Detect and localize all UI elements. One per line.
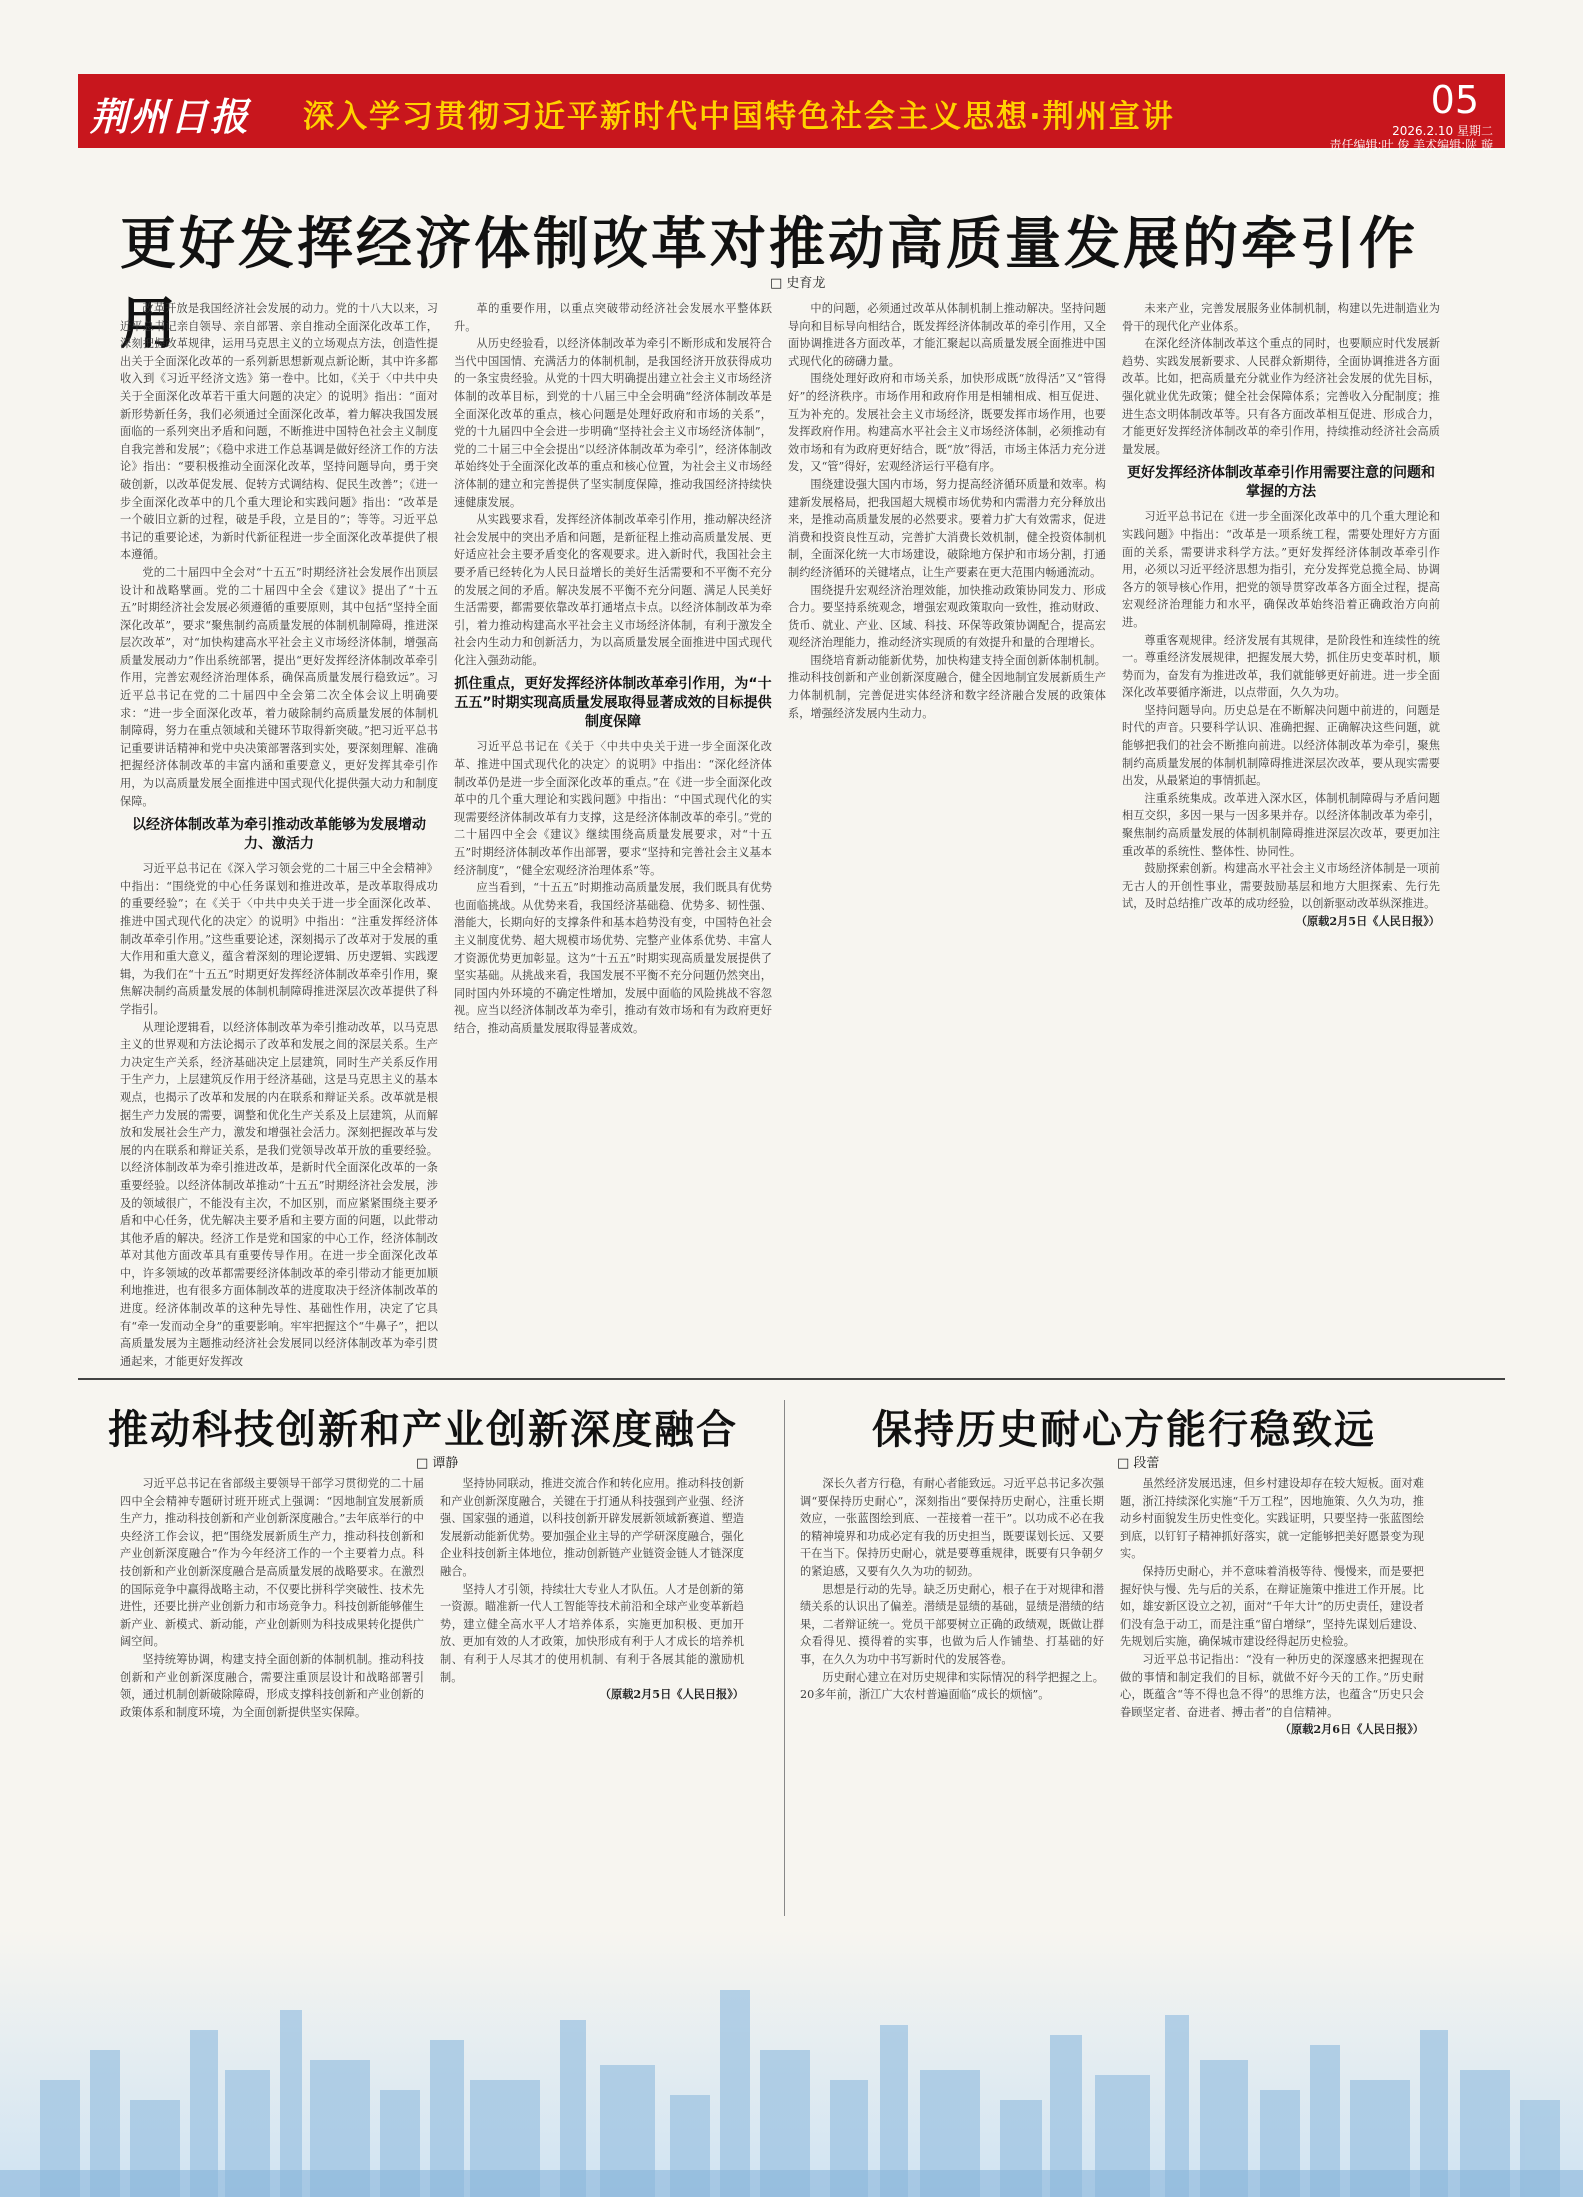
left-headline: 推动科技创新和产业创新深度融合 [108,1406,738,1453]
paragraph: 围绕处理好政府和市场关系，加快形成既“放得活”又“管得好”的经济秩序。市场作用和政府作用是相辅相成、相互促进、互为补充的。发展社会主义市场经济，既要发挥市场作用，也要发挥政府作用。构建高水平社会主义市场经济体制，必须推动有效市场和有为政府更好结合，既“放”得活，市场主体活力充分迸发，又“管”得好，宏观经济运行平稳有序。 [788,372,1106,474]
paragraph: 习近平总书记指出：“没有一种历史的深邃感来把握现在做的事情和制定我们的目标，就做不好今天的工作。”历史耐心，既蕴含“等不得也急不得”的思维方法，也蕴含“历史只会眷顾坚定者、奋进者、搏击者”的自信精神。 [1120,1652,1424,1719]
section-title-main: 深入学习贯彻习近平新时代中国特色社会主义思想 [303,99,1029,135]
main-column-3 [788,300,1106,1360]
paragraph: 保持历史耐心，并不意味着消极等待、慢慢来，而是要把握好快与慢、先与后的关系，在辩证施策中推进工作开展。比如，雄安新区设立之初，面对“千年大计”的历史责任，建设者们没有急于动工，而是注重“留白增绿”，坚持先谋划后建设、先规划后实施，确保城市建设经得起历史检验。 [1120,1564,1424,1649]
masthead [78,74,1505,152]
paragraph: 尊重客观规律。经济发展有其规律，是阶段性和连续性的统一。尊重经济发展规律，把握发展大势，抓住历史变革时机，顺势而为，奋发有为推进改革，我们就能够更好前进。进一步全面深化改革要循序渐进，以点带面，久久为功。 [1122,633,1440,700]
right-author: □ 段蕾 [1117,1452,1159,1471]
city-skyline-illustration [0,1930,1583,2197]
paragraph: 围绕提升宏观经济治理效能，加快推动政策协同发力、形成合力。要坚持系统观念，增强宏观政策取向一致性，推动财政、货币、就业、产业、区域、科技、环保等政策协调配合，提高宏观经济治理能力，推动经济实现质的有效提升和量的合理增长。 [788,583,1106,650]
paragraph: 坚持问题导向。历史总是在不断解决问题中前进的，问题是时代的声音。只要科学认识、准确把握、正确解决这些问题，就能够把我们的社会不断推向前进。以经济体制改革为牵引，聚焦制约高质量发展的体制机制障碍推进深层次改革，要从现实需要出发，从最紧迫的事情抓起。 [1122,703,1440,788]
main-column-2 [454,300,772,1360]
paragraph: 围绕建设强大国内市场，努力提高经济循环质量和效率。构建新发展格局，把我国超大规模市场优势和内需潜力充分释放出来，是推动高质量发展的必然要求。要着力扩大有效需求，促进消费和投资良性互动，完善扩大消费长效机制，健全投资体制机制，全面深化统一大市场建设，破除地方保护和市场分割，打通制约经济循环的关键堵点，让生产要素在更大范围内畅通流动。 [788,477,1106,579]
paragraph: 深长久者方行稳，有耐心者能致远。习近平总书记多次强调“要保持历史耐心”，深刻指出“要保持历史耐心，注重长期效应，一张蓝图绘到底、一茬接着一茬干”。以功成不必在我的精神境界和功成必定有我的历史担当，既要谋划长远、又要干在当下。保持历史耐心，就是要尊重规律，既要有只争朝夕的紧迫感，又要有久久为功的韧劲。 [800,1477,1104,1578]
paragraph: 围绕培育新动能新优势，加快构建支持全面创新体制机制。推动科技创新和产业创新深度融合，健全因地制宜发展新质生产力体制机制，完善促进实体经济和数字经济融合发展的政策体系，增强经济发展内生动力。 [788,653,1106,720]
paragraph: 虽然经济发展迅速，但乡村建设却存在较大短板。面对难题，浙江持续深化实施“千万工程”，因地施策、久久为功，推动乡村面貌发生历史性变化。实践证明，只要坚持一张蓝图绘到底，以钉钉子精神抓好落实，就一定能够把美好愿景变为现实。 [1120,1477,1424,1561]
section-title-sub: ·荆州宣讲 [1029,99,1175,135]
section-subhead: 更好发挥经济体制改革牵引作用需要注意的问题和掌握的方法 [1127,465,1435,501]
right-column-1 [800,1475,1104,1925]
paragraph: 坚持统筹协调，构建支持全面创新的体制机制。推动科技创新和产业创新深度融合，需要注重顶层设计和战略部署引领，通过机制创新破除障碍，形成支撑科技创新和产业创新的政策体系和制度环境，为全面创新提供坚实保障。 [120,1652,424,1719]
paragraph: 习近平总书记在省部级主要领导干部学习贯彻党的二十届四中全会精神专题研讨班开班式上强调：“因地制宜发展新质生产力，推动科技创新和产业创新深度融合。”去年底举行的中央经济工作会议，把“围绕发展新质生产力，推动科技创新和产业创新深度融合”作为今年经济工作的一个主要着力点。科技创新和产业创新深度融合是高质量发展的战略要求。在激烈的国际竞争中赢得战略主动，不仅要比拼科学突破性、技术先进性，还要比拼产业创新力和市场竞争力。科技创新能够催生新产业、新模式、新动能，产业创新则为科技成果转化提供广阔空间。 [120,1477,424,1649]
main-author: □ 史育龙 [770,272,825,291]
main-column-4 [1122,300,1440,1360]
page-number: 05 [1430,78,1479,122]
left-column-1 [120,1475,424,1925]
source-note: （原载2月5日《人民日报》） [599,1687,744,1702]
paragraph: 从历史经验看，以经济体制改革为牵引不断形成和发展符合当代中国国情、充满活力的体制机制，是我国经济开放获得成功的一条宝贵经验。从党的十四大明确提出建立社会主义市场经济体制的改革目标，到党的十八届三中全会明确“经济体制改革是全面深化改革的重点，核心问题是处理好政府和市场的关系”，党的十九届四中全会进一步明确“坚持社会主义市场经济体制”，党的二十届三中全会提出“以经济体制改革为牵引”，经济体制改革始终处于全面深化改革的重点和核心位置，为社会主义市场经济体制的建立和完善提供了坚实制度保障，推动我国经济持续快速健康发展。 [454,337,772,509]
paragraph: 革的重要作用，以重点突破带动经济社会发展水平整体跃升。 [454,302,772,333]
paragraph: 注重系统集成。改革进入深水区，体制机制障碍与矛盾问题相互交织，多因一果与一因多果并存。以经济体制改革为牵引，聚焦制约高质量发展的体制机制障碍推进深层次改革，要更加注重改革的系统性、整体性、协同性。 [1122,791,1440,858]
source-note: （原载2月6日《人民日报》） [1279,1722,1424,1737]
right-column-2 [1120,1475,1424,1925]
paragraph: 从理论逻辑看，以经济体制改革为牵引推动改革，以马克思主义的世界观和方法论揭示了改革和发展之间的深层关系。生产力决定生产关系，经济基础决定上层建筑，同时生产关系反作用于生产力，上层建筑反作用于经济基础，这是马克思主义的基本观点，也揭示了改革和发展的内在联系和辩证关系。改革就是根据生产力发展的需要，调整和优化生产关系及上层建筑，从而解放和发展社会生产力，激发和增强社会活力。深刻把握改革与发展的内在联系和辩证关系，是我们党领导改革开放的重要经验。以经济体制改革为牵引推进改革，是新时代全面深化改革的一条重要经验。以经济体制改革推动“十五五”时期经济社会发展，涉及的领域很广，不能没有主次，不加区别，而应紧紧围绕主要矛盾和中心任务，优先解决主要矛盾和主要方面的问题，以此带动其他矛盾的解决。经济工作是党和国家的中心工作，经济体制改革对其他方面改革具有重要传导作用。在进一步全面深化改革中，许多领域的改革都需要经济体制改革的牵引带动才能更加顺利地推进，也有很多方面体制改革的进度取决于经济体制改革的进度。经济体制改革的这种先导性、基础性作用，决定了它具有“牵一发而动全身”的重要影响。牢牢把握这个“牛鼻子”，把以高质量发展为主题推动经济社会发展同以经济体制改革为牵引贯通起来，才能更好发挥改 [120,1020,438,1368]
column-rule [784,1400,785,1916]
paragraph: 坚持协同联动，推进交流合作和转化应用。推动科技创新和产业创新深度融合，关键在于打通从科技强到产业强、经济强、国家强的通道，以科技创新开辟发展新领域新赛道、塑造发展新动能新优势。要加强企业主导的产学研深度融合，强化企业科技创新主体地位，推动创新链产业链资金链人才链深度融合。 [440,1477,744,1578]
newspaper-logo: 荆州日报 [90,95,251,139]
paragraph: 鼓励探索创新。构建高水平社会主义市场经济体制是一项前无古人的开创性事业，需要鼓励基层和地方大胆探索、先行先试，及时总结推广改革的成功经验，以创新驱动改革纵深推进。 [1122,862,1440,911]
editor-credits: 责任编辑:叶 俊 美术编辑:陕 璇 [1329,138,1493,152]
paragraph: 党的二十届四中全会对“十五五”时期经济社会发展作出顶层设计和战略擘画。党的二十届四中全会《建议》提出了“十五五”时期经济社会发展必须遵循的重要原则，其中包括“坚持全面深化改革”，要求“聚焦制约高质量发展的体制机制障碍，推进深层次改革”，对“加快构建高水平社会主义市场经济体制，增强高质量发展动力”作出系统部署，提出“更好发挥经济体制改革牵引作用，完善宏观经济治理体系，确保高质量发展行稳致远”。习近平总书记在党的二十届四中全会第二次全体会议上明确要求：“进一步全面深化改革，着力破除制约高质量发展的体制机制障碍，努力在重点领域和关键环节取得新突破。”把习近平总书记重要讲话精神和党中央决策部署落到实处，要深刻理解、准确把握经济体制改革的丰富内涵和重要意义，更好发挥其牵引作用，为以高质量发展全面推进中国式现代化提供强大动力和制度保障。 [120,565,438,808]
section-divider [78,1378,1505,1380]
paragraph: 在深化经济体制改革这个重点的同时，也要顺应时代发展新趋势、实践发展新要求、人民群众新期待，全面协调推进各方面改革。比如，把高质量充分就业作为经济社会发展的优先目标，强化就业优先政策；健全社会保障体系；完善收入分配制度；推进生态文明体制改革等。只有各方面改革相互促进、形成合力，才能更好发挥经济体制改革的牵引作用，持续推动经济社会高质量发展。 [1122,337,1440,456]
paragraph: 未来产业，完善发展服务业体制机制，构建以先进制造业为骨干的现代化产业体系。 [1122,302,1440,333]
paragraph: 思想是行动的先导。缺乏历史耐心，根子在于对规律和潜绩关系的认识出了偏差。潜绩是显绩的基础，显绩是潜绩的结果，二者辩证统一。党员干部要树立正确的政绩观，既做让群众看得见、摸得着的实事，也做为后人作铺垫、打基础的好事，在久久为功中书写新时代的发展答卷。 [800,1582,1104,1666]
main-headline: 更好发挥经济体制改革对推动高质量发展的牵引作用 [120,211,1418,357]
paragraph: 习近平总书记在《进一步全面深化改革中的几个重大理论和实践问题》中指出：“改革是一项系统工程，需要处理好方方面面的关系，需要讲求科学方法。”更好发挥经济体制改革牵引作用，必须以习近平经济思想为指引，充分发挥党总揽全局、协调各方的领导核心作用，把党的领导贯穿改革各方面全过程，提高宏观经济治理能力和水平，确保改革始终沿着正确政治方向前进。 [1122,510,1440,629]
paragraph: 习近平总书记在《深入学习领会党的二十届三中全会精神》中指出：“围绕党的中心任务谋划和推进改革，是改革取得成功的重要经验”；在《关于〈中共中央关于进一步全面深化改革、推进中国式现代化的决定〉的说明》中指出：“注重发挥经济体制改革牵引作用。”这些重要论述，深刻揭示了改革对于发展的重大作用和重大意义，蕴含着深刻的理论逻辑、历史逻辑、实践逻辑，为我们在“十五五”时期更好发挥经济体制改革牵引作用，聚焦解决制约高质量发展的体制机制障碍推进深层次改革提供了科学指引。 [120,862,438,1016]
section-subhead: 抓住重点，更好发挥经济体制改革牵引作用，为“十五五”时期实现高质量发展取得显著成效的目标提供制度保障 [454,676,772,731]
paragraph: 坚持人才引领，持续壮大专业人才队伍。人才是创新的第一资源。瞄准新一代人工智能等技术前沿和全球产业变革新趋势，建立健全高水平人才培养体系，实施更加积极、更加开放、更加有效的人才政策，加快形成有利于人才成长的培养机制、有利于人尽其才的使用机制、有利于各展其能的激励机制。 [440,1582,744,1684]
left-author: □ 谭静 [416,1452,458,1471]
left-column-2 [440,1475,744,1925]
source-note: （原载2月5日《人民日报》） [1295,914,1440,928]
right-headline: 保持历史耐心方能行稳致远 [872,1406,1376,1453]
paragraph: 历史耐心建立在对历史规律和实际情况的科学把握之上。20多年前，浙江广大农村普遍面临“成长的烦恼”。 [800,1670,1104,1702]
issue-date: 2026.2.10 星期二 [1392,124,1493,138]
paragraph: 从实践要求看，发挥经济体制改革牵引作用，推动解决经济社会发展中的突出矛盾和问题，是新征程上推动高质量发展、更好适应社会主要矛盾变化的客观要求。进入新时代，我国社会主要矛盾已经转化为人民日益增长的美好生活需要和不平衡不充分的发展之间的矛盾。解决发展不平衡不充分问题、满足人民美好生活需要，都需要依靠改革打通堵点卡点。以经济体制改革为牵引，着力推动构建高水平社会主义市场经济体制，有利于激发全社会内生动力和创新活力，为以高质量发展全面推进中国式现代化注入强劲动能。 [454,513,772,667]
paragraph: 应当看到，“十五五”时期推动高质量发展，我们既具有优势也面临挑战。从优势来看，我国经济基础稳、优势多、韧性强、潜能大，长期向好的支撑条件和基本趋势没有变，中国特色社会主义制度优势、超大规模市场优势、完整产业体系优势、丰富人才资源优势更加彰显。这为“十五五”时期实现高质量发展提供了坚实基础。从挑战来看，我国发展不平衡不充分问题仍然突出，同时国内外环境的不确定性增加，发展中面临的风险挑战不容忽视。应当以经济体制改革为牵引，推动有效市场和有为政府更好结合，推动高质量发展取得显著成效。 [454,881,772,1035]
paragraph: 中的问题，必须通过改革从体制机制上推动解决。坚持问题导向和目标导向相结合，既发挥经济体制改革的牵引作用，又全面协调推进各方面改革，才能汇聚起以高质量发展全面推进中国式现代化的磅礴力量。 [788,302,1106,368]
section-title [303,91,1175,136]
paragraph: 习近平总书记在《关于〈中共中央关于进一步全面深化改革、推进中国式现代化的决定〉的说明》中指出：“深化经济体制改革仍是进一步全面深化改革的重点。”在《进一步全面深化改革中的几个重大理论和实践问题》中指出：“中国式现代化的实现需要经济体制改革有力支撑，这是经济体制改革的牵引。”党的二十届四中全会《建议》继续围绕高质量发展要求，对“十五五”时期经济体制改革作出部署，要求“坚持和完善社会主义基本经济制度”，“健全宏观经济治理体系”等。 [454,740,772,877]
paragraph: 改革开放是我国经济社会发展的动力。党的十八大以来，习近平总书记亲自领导、亲自部署、亲自推动全面深化改革工作，深刻把握改革规律，运用马克思主义的立场观点方法，创造性提出关于全面深化改革的一系列新思想新观点新论断，其中许多都收入到《习近平经济文选》第一卷中。比如，《关于〈中共中央关于全面深化改革若干重大问题的决定〉的说明》指出：“面对新形势新任务，我们必须通过全面深化改革，着力解决我国发展面临的一系列突出矛盾和问题，不断推进中国特色社会主义制度自我完善和发展”；《稳中求进工作总基调是做好经济工作的方法论》指出：“要积极推动全面深化改革，坚持问题导向，勇于突破创新，以改革促发展、促转方式调结构、促民生改善”；《进一步全面深化改革中的几个重大理论和实践问题》指出：“改革是一个破旧立新的过程，破是手段，立是目的”；等等。习近平总书记的重要论述，为新时代新征程进一步全面深化改革提供了根本遵循。 [120,302,438,562]
main-column-1 [120,300,438,1368]
section-subhead: 以经济体制改革为牵引推动改革能够为发展增动力、激活力 [132,817,426,853]
